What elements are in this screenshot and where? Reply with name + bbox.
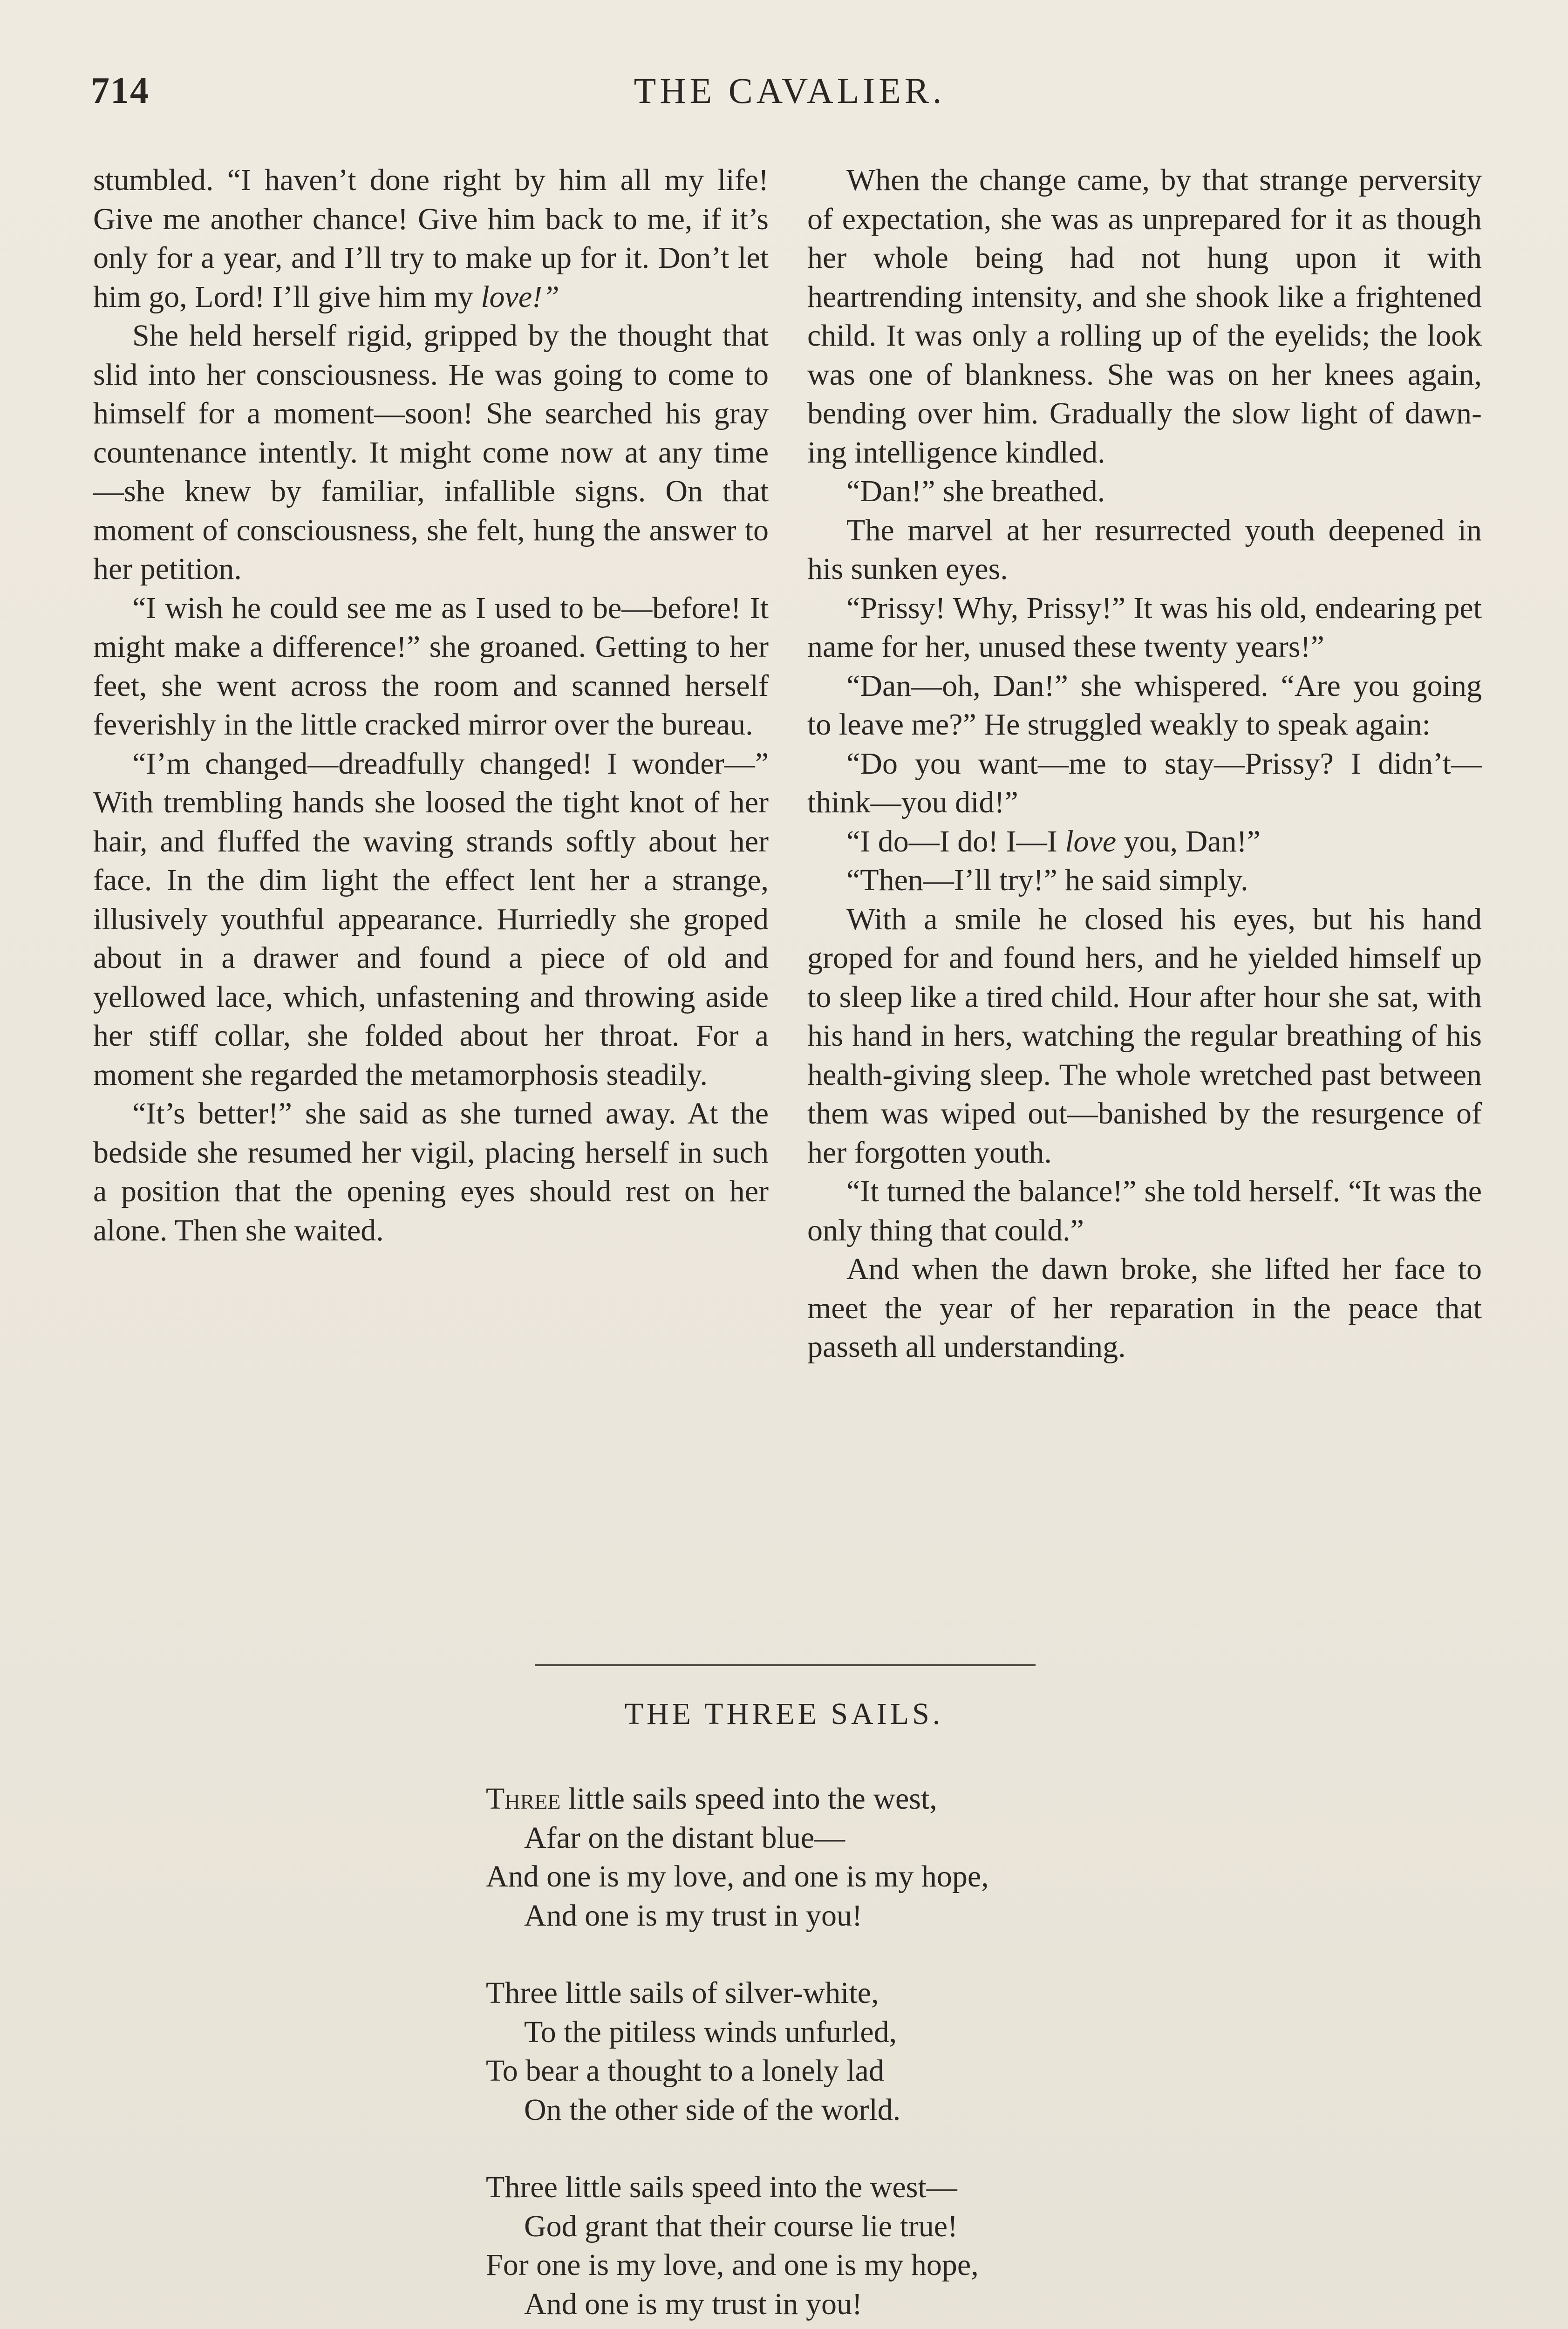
story-paragraph bbox=[93, 316, 769, 589]
poem-stanza bbox=[486, 1779, 1278, 1935]
poem-line bbox=[486, 2051, 1278, 2091]
poem-line bbox=[486, 2013, 1278, 2052]
story-paragraph bbox=[807, 161, 1482, 472]
poem-line-text: Three little sails speed into the west— bbox=[486, 2170, 957, 2204]
story-paragraph bbox=[807, 472, 1482, 511]
poem-line-text: And one is my trust in you! bbox=[524, 2287, 862, 2321]
paragraph-text: stumbled. “I haven’t done right by him all my life! Give me another chance! Give him back to me, if it’s only for a year, and I’ll try to make up for it. Don’t let him go, Lord! I’ll give him my bbox=[93, 163, 769, 314]
emphasis-text: love!” bbox=[481, 279, 559, 314]
story-paragraph bbox=[93, 589, 769, 744]
paragraph-text: “It turned the balance!” she told herself. “It was the only thing that could.” bbox=[807, 1174, 1482, 1247]
poem-stanza bbox=[486, 2168, 1278, 2323]
paragraph-text: you, Dan!” bbox=[1116, 824, 1261, 858]
story-paragraph bbox=[807, 1250, 1482, 1367]
paragraph-text: “I do—I do! I—I bbox=[846, 824, 1065, 858]
paragraph-text: “I wish he could see me as I used to be—before! It might make a difference!” she groaned. Getting to her feet, she went across the room and scanned herself feverishly in the little cracked mirror over the bureau. bbox=[93, 591, 769, 742]
poem-stanza bbox=[486, 1974, 1278, 2129]
poem-line bbox=[486, 1857, 1278, 1896]
poem-line bbox=[486, 2246, 1278, 2285]
section-divider bbox=[535, 1664, 1036, 1666]
story-paragraph bbox=[807, 511, 1482, 589]
poem-line bbox=[486, 2285, 1278, 2324]
story-paragraph bbox=[807, 744, 1482, 822]
paragraph-text: “I’m changed—dreadfully changed! I wonder—” With trembling hands she loosed the tight knot of her hair, and fluffed the waving strands softly about her face. In the dim light the effect lent her a strange, illusively youthful appearance. Hurriedly she groped about in a drawer and found a piece of old and yellowed lace, which, unfastening and throwing aside her stiff collar, she folded about her throat. For a moment she regarded the metamorphosis steadily. bbox=[93, 746, 769, 1092]
story-paragraph bbox=[807, 900, 1482, 1172]
story-paragraph bbox=[807, 667, 1482, 744]
poem-line-text: And one is my love, and one is my hope, bbox=[486, 1859, 989, 1893]
poem-line-text: And one is my trust in you! bbox=[524, 1898, 862, 1933]
paragraph-text: “Prissy! Why, Prissy!” It was his old, endearing pet name for her, unused these twenty years!” bbox=[807, 591, 1482, 664]
poem-line-text: To the pitiless winds unfurled, bbox=[524, 2015, 897, 2049]
paragraph-text: The marvel at her resurrected youth deepened in his sunken eyes. bbox=[807, 513, 1482, 586]
page-number: 714 bbox=[91, 70, 150, 111]
poem-line bbox=[486, 2091, 1278, 2130]
poem-line bbox=[486, 1779, 1278, 1818]
story-column-left bbox=[93, 161, 769, 1250]
poem-title: THE THREE SAILS. bbox=[624, 1697, 944, 1731]
poem-line-text: Afar on the distant blue— bbox=[524, 1820, 845, 1855]
paragraph-text: “Do you want—me to stay—Prissy? I didn’t—think—you did!” bbox=[807, 746, 1482, 819]
paragraph-text: When the change came, by that strange perversity of expectation, she was as unprepared for it as though her whole being had not hung upon it with heartrending intensity, and she shook like a frightened child. It was only a rolling up of the eyelids; the look was one of blankness. She was on her knees again, bending over him. Gradually the slow light of dawning intelligence kindled. bbox=[807, 163, 1482, 470]
paragraph-text: With a smile he closed his eyes, but his hand groped for and found hers, and he yielded himself up to sleep like a tired child. Hour after hour she sat, with his hand in hers, watching the regular breathing of his health-giving sleep. The whole wretched past between them was wiped out—banished by the resurgence of her forgotten youth. bbox=[807, 902, 1482, 1170]
paragraph-text: “It’s better!” she said as she turned away. At the bedside she resumed her vigil, placing herself in such a position that the opening eyes should rest on her alone. Then she waited. bbox=[93, 1096, 769, 1247]
poem-line-text: God grant that their course lie true! bbox=[524, 2209, 958, 2243]
story-column-right bbox=[807, 161, 1482, 1367]
story-paragraph bbox=[807, 589, 1482, 667]
poem-first-word: Three bbox=[486, 1782, 561, 1816]
poem-body bbox=[486, 1779, 1278, 2329]
story-paragraph bbox=[93, 1094, 769, 1250]
paragraph-text: She held herself rigid, gripped by the thought that slid into her consciousness. He was going to come to himself for a moment—soon! She searched his gray countenance intently. It might come now at any time—she knew by familiar, infallible signs. On that moment of consciousness, she felt, hung the answer to her petition. bbox=[93, 319, 769, 586]
poem-line-text: Three little sails of silver-white, bbox=[486, 1976, 879, 2010]
story-paragraph bbox=[93, 744, 769, 1095]
story-paragraph bbox=[807, 1172, 1482, 1250]
poem-line bbox=[486, 1974, 1278, 2013]
poem-line-text: little sails speed into the west, bbox=[560, 1782, 937, 1816]
story-paragraph bbox=[807, 822, 1482, 861]
poem-line-text: On the other side of the world. bbox=[524, 2092, 901, 2127]
poem-line bbox=[486, 2207, 1278, 2246]
poem-line bbox=[486, 1818, 1278, 1858]
poem-line bbox=[486, 1896, 1278, 1935]
story-paragraph bbox=[807, 861, 1482, 900]
poem-line bbox=[486, 2168, 1278, 2207]
paragraph-text: “Then—I’ll try!” he said simply. bbox=[846, 863, 1248, 897]
poem-line-text: For one is my love, and one is my hope, bbox=[486, 2248, 979, 2282]
story-paragraph bbox=[93, 161, 769, 316]
paragraph-text: And when the dawn broke, she lifted her face to meet the year of her reparation in the peace that passeth all understanding. bbox=[807, 1252, 1482, 1364]
page-header bbox=[91, 70, 1488, 121]
running-head: THE CAVALIER. bbox=[634, 70, 946, 111]
paragraph-text: “Dan—oh, Dan!” she whispered. “Are you going to leave me?” He struggled weakly to speak again: bbox=[807, 668, 1482, 742]
emphasis-text: love bbox=[1065, 824, 1117, 858]
poem-line-text: To bear a thought to a lonely lad bbox=[486, 2054, 884, 2088]
paragraph-text: “Dan!” she breathed. bbox=[846, 474, 1105, 508]
